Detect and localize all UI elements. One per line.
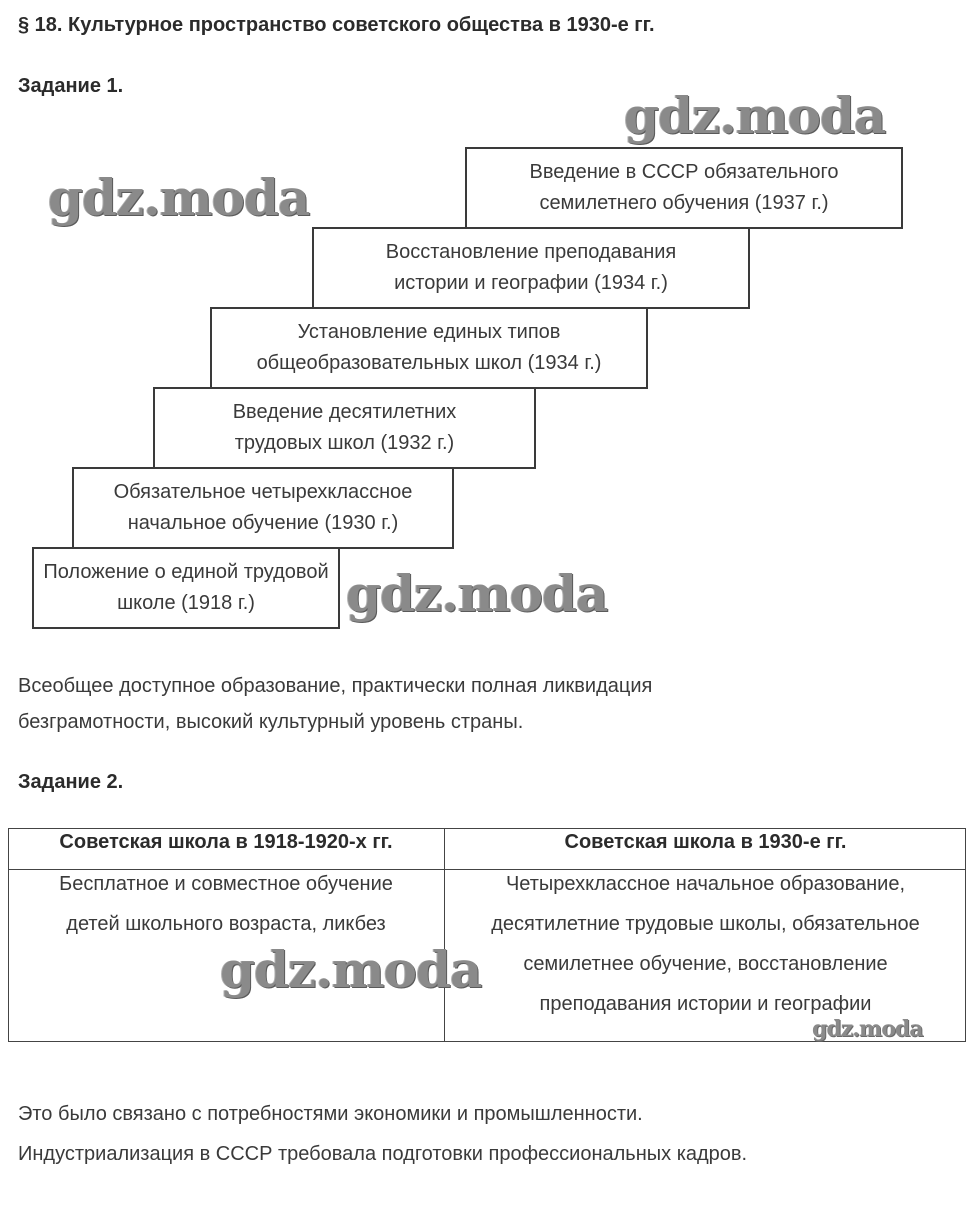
- watermark-table: gdz.moda: [220, 940, 482, 999]
- table-header-1918-1920: Советская школа в 1918-1920-х гг.: [59, 831, 393, 853]
- watermark-top-right: gdz.moda: [624, 86, 886, 145]
- watermark-left: gdz.moda: [48, 168, 310, 227]
- step-1918: [32, 547, 340, 629]
- step-1934-history: [312, 227, 750, 309]
- step-1930: [72, 467, 454, 549]
- page-title: § 18. Культурное пространство советского общества в 1930-е гг.: [18, 14, 655, 36]
- table-cell-right-line-1: Четырехклассное начальное образование,: [505, 873, 906, 895]
- table-cell-right-line-4: преподавания истории и географии: [539, 993, 872, 1015]
- task2-heading: Задание 2.: [18, 771, 124, 793]
- task1-conclusion-line-2: безграмотности, высокий культурный уровень страны.: [18, 711, 524, 733]
- watermark-small: gdz.moda: [812, 1016, 923, 1042]
- task1-conclusion-line-1: Всеобщее доступное образование, практически полная ликвидация: [18, 675, 653, 697]
- step-1934-schools: [210, 307, 648, 389]
- watermark-middle: gdz.moda: [346, 564, 608, 623]
- step-1930-text: Обязательное четырехклассное начальное обучение (1930 г.): [113, 481, 413, 534]
- step-1932-text: Введение десятилетних трудовых школ (1932 г.): [232, 401, 457, 454]
- step-1918-text: Положение о единой трудовой школе (1918 г.): [43, 561, 329, 614]
- step-1937-text: Введение в СССР обязательного семилетнего обучения (1937 г.): [529, 161, 839, 214]
- step-1934-schools-text: Установление единых типов общеобразовательных школ (1934 г.): [256, 321, 602, 374]
- task2-conclusion-line-1: Это было связано с потребностями экономики и промышленности.: [18, 1103, 643, 1125]
- task2-conclusion-line-2: Индустриализация в СССР требовала подготовки профессиональных кадров.: [18, 1143, 748, 1165]
- step-1937: [465, 147, 903, 229]
- table-cell-right-line-2: десятилетние трудовые школы, обязательное: [491, 913, 920, 935]
- step-1934-history-text: Восстановление преподавания истории и географии (1934 г.): [385, 241, 677, 294]
- table-header-1930: Советская школа в 1930-е гг.: [564, 831, 847, 853]
- table-cell-left-line-1: Бесплатное и совместное обучение: [59, 873, 393, 895]
- step-1932: [153, 387, 536, 469]
- table-cell-right-line-3: семилетнее обучение, восстановление: [523, 953, 888, 975]
- task1-heading: Задание 1.: [18, 75, 124, 97]
- table-cell-left-line-2: детей школьного возраста, ликбез: [66, 913, 386, 935]
